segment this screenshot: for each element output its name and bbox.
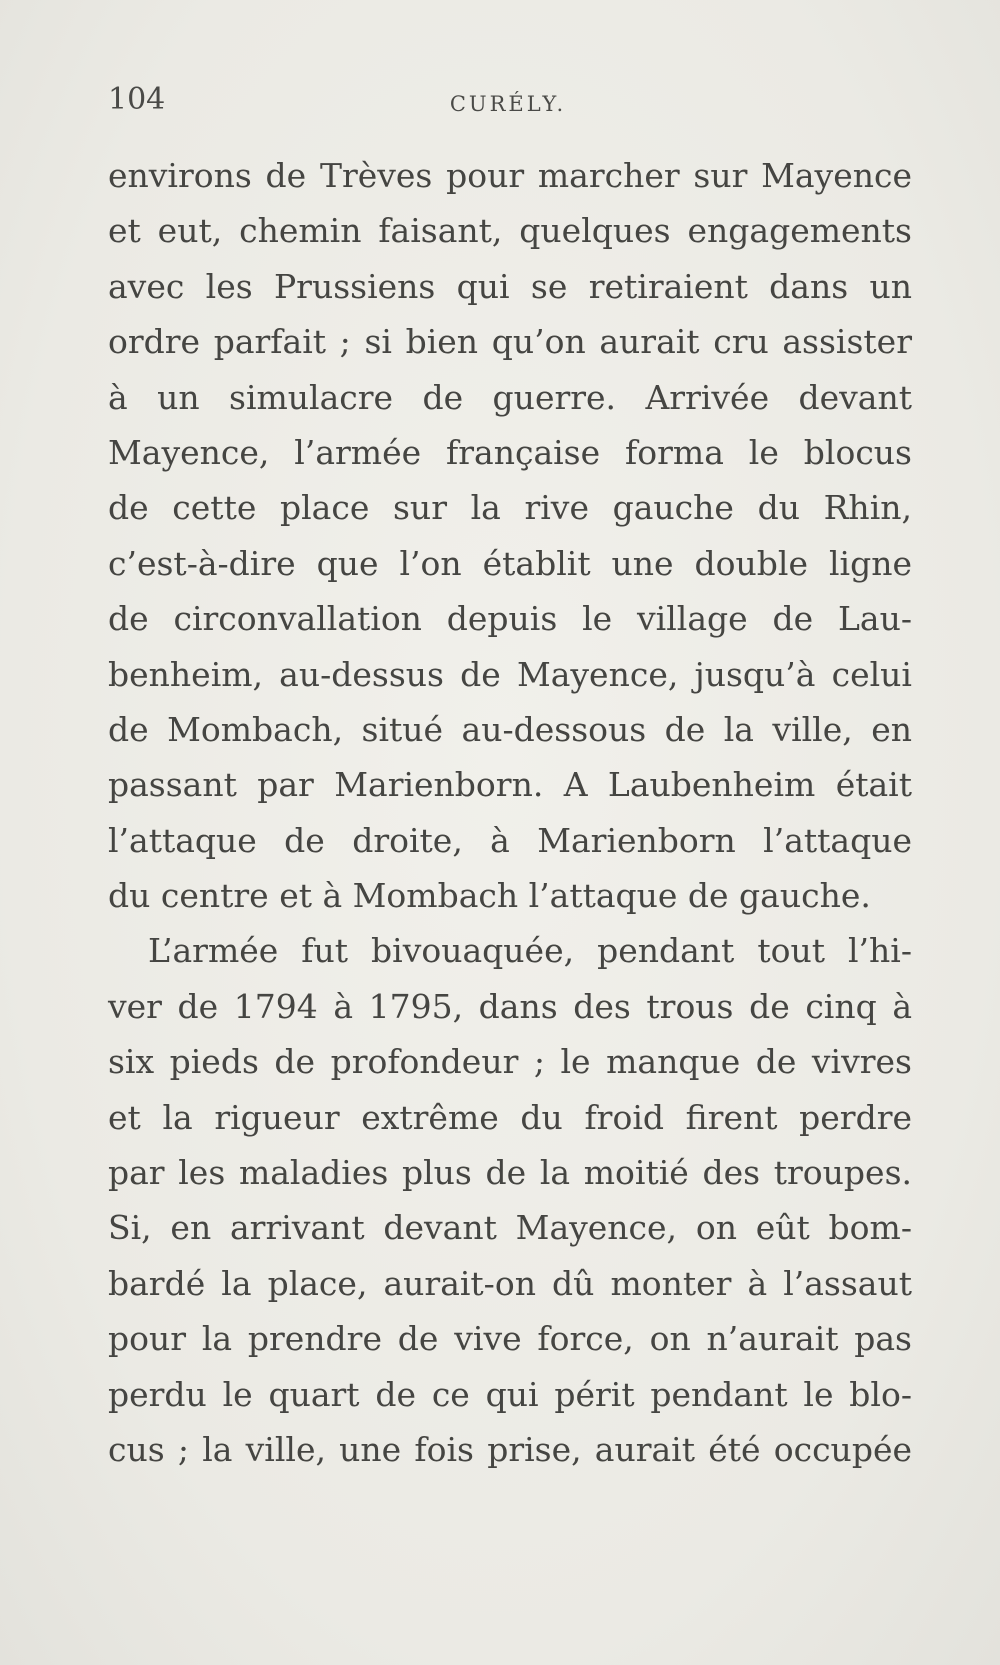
text-line: benheim, au-dessus de Mayence, jusqu’à celui [108,654,912,694]
text-line: perdu le quart de ce qui périt pendant le blo- [108,1374,912,1414]
page-number: 104 [108,82,166,117]
text-line: et la rigueur extrême du froid firent perdre [108,1097,912,1137]
text-line: ver de 1794 à 1795, dans des trous de cinq à [108,986,912,1026]
text-line: par les maladies plus de la moitié des troupes. [108,1153,912,1193]
body-text [108,148,912,1477]
text-line: pour la prendre de vive force, on n’aurait pas [108,1319,912,1359]
text-line: passant par Marienborn. A Laubenheim était [108,765,912,805]
text-line: ordre parfait ; si bien qu’on aurait cru assister [108,322,912,362]
page-header [108,82,908,122]
text-line: cus ; la ville, une fois prise, aurait été occupée [108,1429,912,1469]
text-line: et eut, chemin faisant, quelques engagements [108,211,912,251]
text-line: de Mombach, situé au-dessous de la ville, en [108,709,912,749]
text-line: de circonvallation depuis le village de Lau- [108,599,912,639]
text-line: de cette place sur la rive gauche du Rhin, [108,488,912,528]
text-line: Mayence, l’armée française forma le blocus [108,432,912,472]
text-line: du centre et à Mombach l’attaque de gauche. [108,876,871,916]
text-line: à un simulacre de guerre. Arrivée devant [108,377,912,417]
running-head: CURÉLY. [449,92,567,116]
text-line: environs de Trèves pour marcher sur Mayence [108,156,912,195]
text-line: L’armée fut bivouaquée, pendant tout l’hi- [148,931,912,971]
text-line: avec les Prussiens qui se retiraient dans un [108,266,912,306]
text-line: c’est-à-dire que l’on établit une double ligne [108,543,912,583]
text-line: six pieds de profondeur ; le manque de vivres [108,1042,912,1082]
text-line: bardé la place, aurait-on dû monter à l’assaut [108,1263,912,1303]
text-line: Si, en arrivant devant Mayence, on eût bom- [108,1208,912,1248]
text-line: l’attaque de droite, à Marienborn l’attaque [108,820,912,860]
